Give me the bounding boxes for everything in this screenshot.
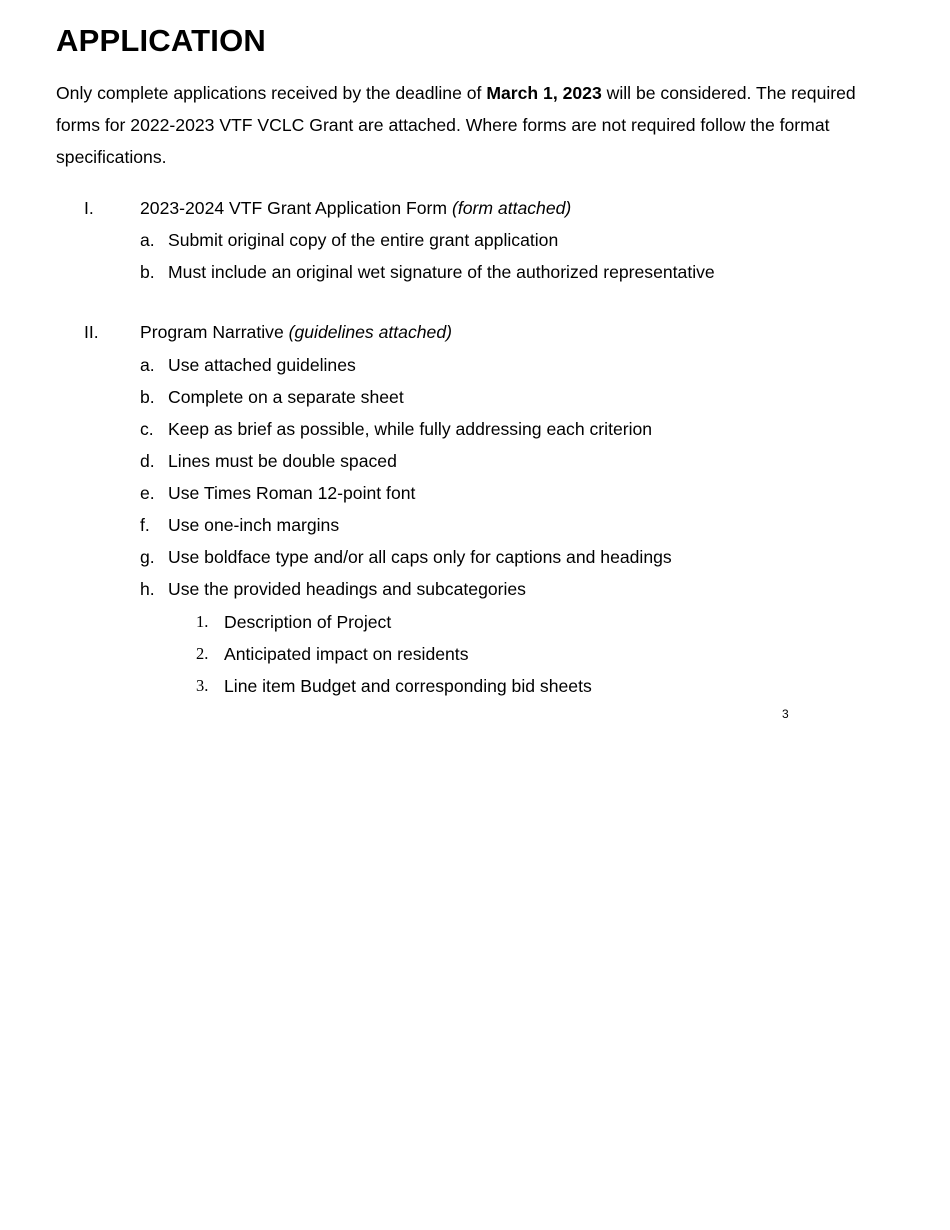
section-numeral: II. — [84, 322, 99, 342]
list-item: Keep as brief as possible, while fully addressing each criterion — [168, 419, 653, 439]
sub-item-number: 3. — [196, 676, 209, 695]
sub-item: Line item Budget and corresponding bid sheets — [224, 676, 592, 696]
list-item-letter: a. — [140, 230, 155, 250]
sub-item: Description of Project — [224, 612, 392, 632]
list-item: Complete on a separate sheet — [168, 387, 404, 407]
list-item: Use one-inch margins — [168, 515, 340, 535]
list-item-letter: g. — [140, 547, 155, 567]
intro-text-start: Only complete applications received by the deadline of — [56, 83, 487, 103]
section-title-text: Program Narrative — [140, 322, 289, 342]
sub-item-number: 2. — [196, 644, 209, 663]
section-title — [140, 196, 571, 220]
list-item-letter: e. — [140, 483, 155, 503]
list-item: Use boldface type and/or all caps only for captions and headings — [168, 547, 672, 567]
section-note: (form attached) — [451, 198, 572, 218]
list-item-letter: h. — [140, 579, 155, 599]
list-item-letter: b. — [140, 387, 155, 407]
intro-text-end: will be considered. The required forms for 2022-2023 VTF VCLC Grant are attached. Where forms are not required follow the format specifications. — [56, 83, 856, 167]
list-item-letter: a. — [140, 355, 155, 375]
list-item-letter: b. — [140, 262, 155, 282]
deadline-date: March 1, 2023 — [486, 83, 602, 103]
list-item: Must include an original wet signature of the authorized representative — [168, 262, 715, 282]
list-item: Lines must be double spaced — [168, 451, 397, 471]
list-item: Submit original copy of the entire grant application — [168, 230, 559, 250]
list-item-letter: f. — [140, 515, 150, 535]
list-item: Use Times Roman 12-point font — [168, 483, 416, 503]
intro-paragraph — [56, 77, 901, 173]
list-item: Use the provided headings and subcategories — [168, 579, 526, 599]
list-item: Use attached guidelines — [168, 355, 356, 375]
page-title: APPLICATION — [56, 23, 267, 58]
list-item-letter: c. — [140, 419, 154, 439]
sub-item-number: 1. — [196, 612, 209, 631]
section-note: (guidelines attached) — [288, 322, 452, 342]
page-number: 3 — [782, 707, 789, 721]
section-title-text: 2023-2024 VTF Grant Application Form — [140, 198, 452, 218]
list-item-letter: d. — [140, 451, 155, 471]
section-title — [140, 320, 452, 344]
sub-item: Anticipated impact on residents — [224, 644, 469, 664]
section-numeral: I. — [84, 198, 94, 218]
